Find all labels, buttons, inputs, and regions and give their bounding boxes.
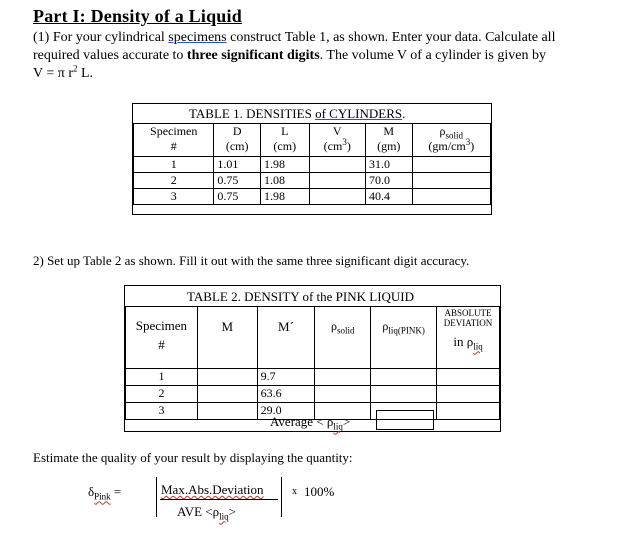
cell-m — [197, 386, 257, 403]
part-title: Part I: Density of a Liquid — [33, 6, 242, 26]
average-close: > — [342, 414, 351, 429]
caption-part-b: of CYLINDERS — [315, 106, 403, 121]
table-row — [126, 369, 500, 386]
t2-specimen-top: Specimen — [135, 318, 188, 333]
numerator — [161, 482, 264, 498]
t2-rho-solid-sub: solid — [337, 325, 355, 336]
header-m-bottom: (gm) — [377, 139, 401, 153]
cell-d: 1.01 — [214, 157, 261, 173]
header-rho-liq — [371, 307, 437, 369]
cell-rho-liq — [371, 369, 437, 386]
cell-v — [309, 189, 365, 205]
average-sub: liq — [333, 421, 343, 432]
cell-m: 70.0 — [365, 173, 412, 189]
table-2-caption: TABLE 2. DENSITY of the PINK LIQUID — [187, 289, 415, 304]
abs-line-b: DEVIATION — [443, 318, 493, 328]
cell-m — [197, 403, 257, 420]
cell-mprime: 9.7 — [257, 369, 315, 386]
caption-part-a: TABLE 1. DENSITIES — [189, 106, 316, 121]
header-rho-top — [413, 124, 490, 139]
cell-specimen: 3 — [134, 189, 214, 205]
header-rho-close: ) — [470, 139, 475, 153]
cell-abs — [437, 369, 500, 386]
cell-mprime: 63.6 — [257, 386, 315, 403]
cell-specimen: 2 — [134, 173, 214, 189]
formula — [88, 480, 368, 540]
table-2-header-row — [126, 307, 500, 369]
average-box — [376, 410, 434, 430]
header-rho-sup: 3 — [465, 137, 471, 147]
table-1-caption — [189, 106, 405, 122]
cell-abs — [437, 403, 500, 420]
cell-d: 0.75 — [214, 173, 261, 189]
header-v-top: V — [332, 124, 342, 138]
denominator-text: AVE <ρ — [177, 504, 220, 519]
rho-symbol: ρ — [439, 124, 446, 138]
volume-exponent: 2 — [72, 63, 78, 74]
cell-rho-solid — [315, 386, 371, 403]
table-1-header-row — [134, 124, 491, 157]
estimate-text: Estimate the quality of your result by displaying the quantity: — [33, 450, 353, 465]
fraction-line — [160, 499, 278, 500]
header-abs-dev — [437, 307, 500, 369]
denominator-sub: liq — [219, 511, 229, 522]
intro-text-3: construct Table 1, as shown. Enter your data. Calculate all required values accurate to — [33, 30, 556, 63]
abs-line-c — [437, 334, 499, 350]
caption-part-c: . — [402, 106, 406, 121]
average-text: Average < ρ — [270, 414, 334, 429]
average-label — [270, 414, 350, 430]
header-v-unit: (cm — [323, 139, 343, 153]
intro-paragraph — [33, 29, 593, 83]
cell-rho — [412, 157, 490, 173]
header-mprime: M´ — [257, 307, 315, 369]
cell-rho — [412, 189, 490, 205]
table-row — [134, 157, 491, 173]
cell-rho-liq — [371, 386, 437, 403]
percent-text: 100% — [304, 484, 335, 499]
header-specimen — [126, 307, 198, 369]
abs-line-a: ABSOLUTE — [444, 308, 492, 318]
header-d-bottom: (cm) — [225, 139, 249, 153]
cell-d: 0.75 — [214, 189, 261, 205]
abs-bar-right — [281, 477, 282, 517]
cell-l: 1.08 — [260, 173, 309, 189]
cell-v — [309, 157, 365, 173]
table-row — [134, 189, 491, 205]
abs-bar-left — [156, 477, 157, 517]
delta-symbol — [88, 484, 121, 500]
table-2-grid — [125, 306, 500, 420]
t2-specimen-bottom: # — [158, 337, 165, 352]
cell-rho — [412, 173, 490, 189]
volume-formula-end: L. — [77, 66, 94, 81]
times-sign: x — [292, 486, 297, 497]
cell-m: 40.4 — [365, 189, 412, 205]
header-rho-unit: (gm/cm — [428, 139, 466, 153]
numerator-text: Max.Abs.Deviation — [161, 482, 264, 497]
abs-rho: in ρ — [453, 334, 474, 349]
header-v-close: ) — [346, 139, 351, 153]
cell-specimen: 1 — [126, 369, 198, 386]
cell-specimen: 2 — [126, 386, 198, 403]
header-d-top: D — [232, 124, 242, 138]
cell-l: 1.98 — [260, 157, 309, 173]
header-specimen-bottom: # — [170, 139, 177, 153]
header-v-sup: 3 — [342, 137, 347, 147]
denominator — [177, 504, 236, 520]
header-rho-solid — [315, 307, 371, 369]
intro-text-5: . The volume V of a cylinder is given by — [319, 48, 546, 63]
header-specimen-top: Specimen — [150, 124, 198, 138]
cell-specimen: 3 — [126, 403, 198, 420]
t2-rho-liq-symbol: ρ — [382, 319, 389, 333]
volume-formula: V = π r — [33, 66, 73, 81]
delta-sub: Pink — [94, 491, 111, 502]
delta-char: δ — [88, 484, 95, 499]
cell-m: 31.0 — [365, 157, 412, 173]
cell-abs — [437, 386, 500, 403]
equals-sign: = — [110, 484, 122, 499]
header-rho-bottom — [413, 139, 490, 154]
cell-l: 1.98 — [260, 189, 309, 205]
t2-rho-liq-sub: liq(PINK) — [388, 325, 425, 336]
header-v-bottom — [310, 139, 365, 154]
denominator-close: > — [228, 504, 236, 519]
rho-sub: solid — [445, 130, 464, 141]
header-m: M — [197, 307, 257, 369]
header-l-top: L — [281, 124, 289, 138]
header-m-top: M — [383, 124, 395, 138]
cell-mprime: 29.0 — [257, 403, 315, 420]
table-1-grid — [133, 123, 491, 205]
cell-v — [309, 173, 365, 189]
table-row — [126, 386, 500, 403]
header-v — [309, 124, 365, 157]
header-l — [260, 124, 309, 157]
abs-rho-sub: liq — [473, 341, 483, 352]
intro-text-bold: three significant digits — [186, 48, 320, 63]
cell-specimen: 1 — [134, 157, 214, 173]
question-2: 2) Set up Table 2 as shown. Fill it out with the same three significant digit accuracy. — [33, 253, 470, 268]
table-2 — [124, 285, 501, 432]
header-specimen — [134, 124, 214, 157]
header-l-bottom: (cm) — [273, 139, 297, 153]
intro-text-2: specimens — [168, 30, 227, 45]
cell-m — [197, 369, 257, 386]
intro-text-1: (1) For your cylindrical — [33, 30, 169, 45]
table-1 — [132, 103, 492, 215]
table-row — [134, 173, 491, 189]
header-d — [214, 124, 261, 157]
t2-rho-solid-symbol: ρ — [331, 319, 338, 333]
header-m — [365, 124, 412, 157]
header-rho-solid — [412, 124, 490, 157]
cell-rho-solid — [315, 369, 371, 386]
